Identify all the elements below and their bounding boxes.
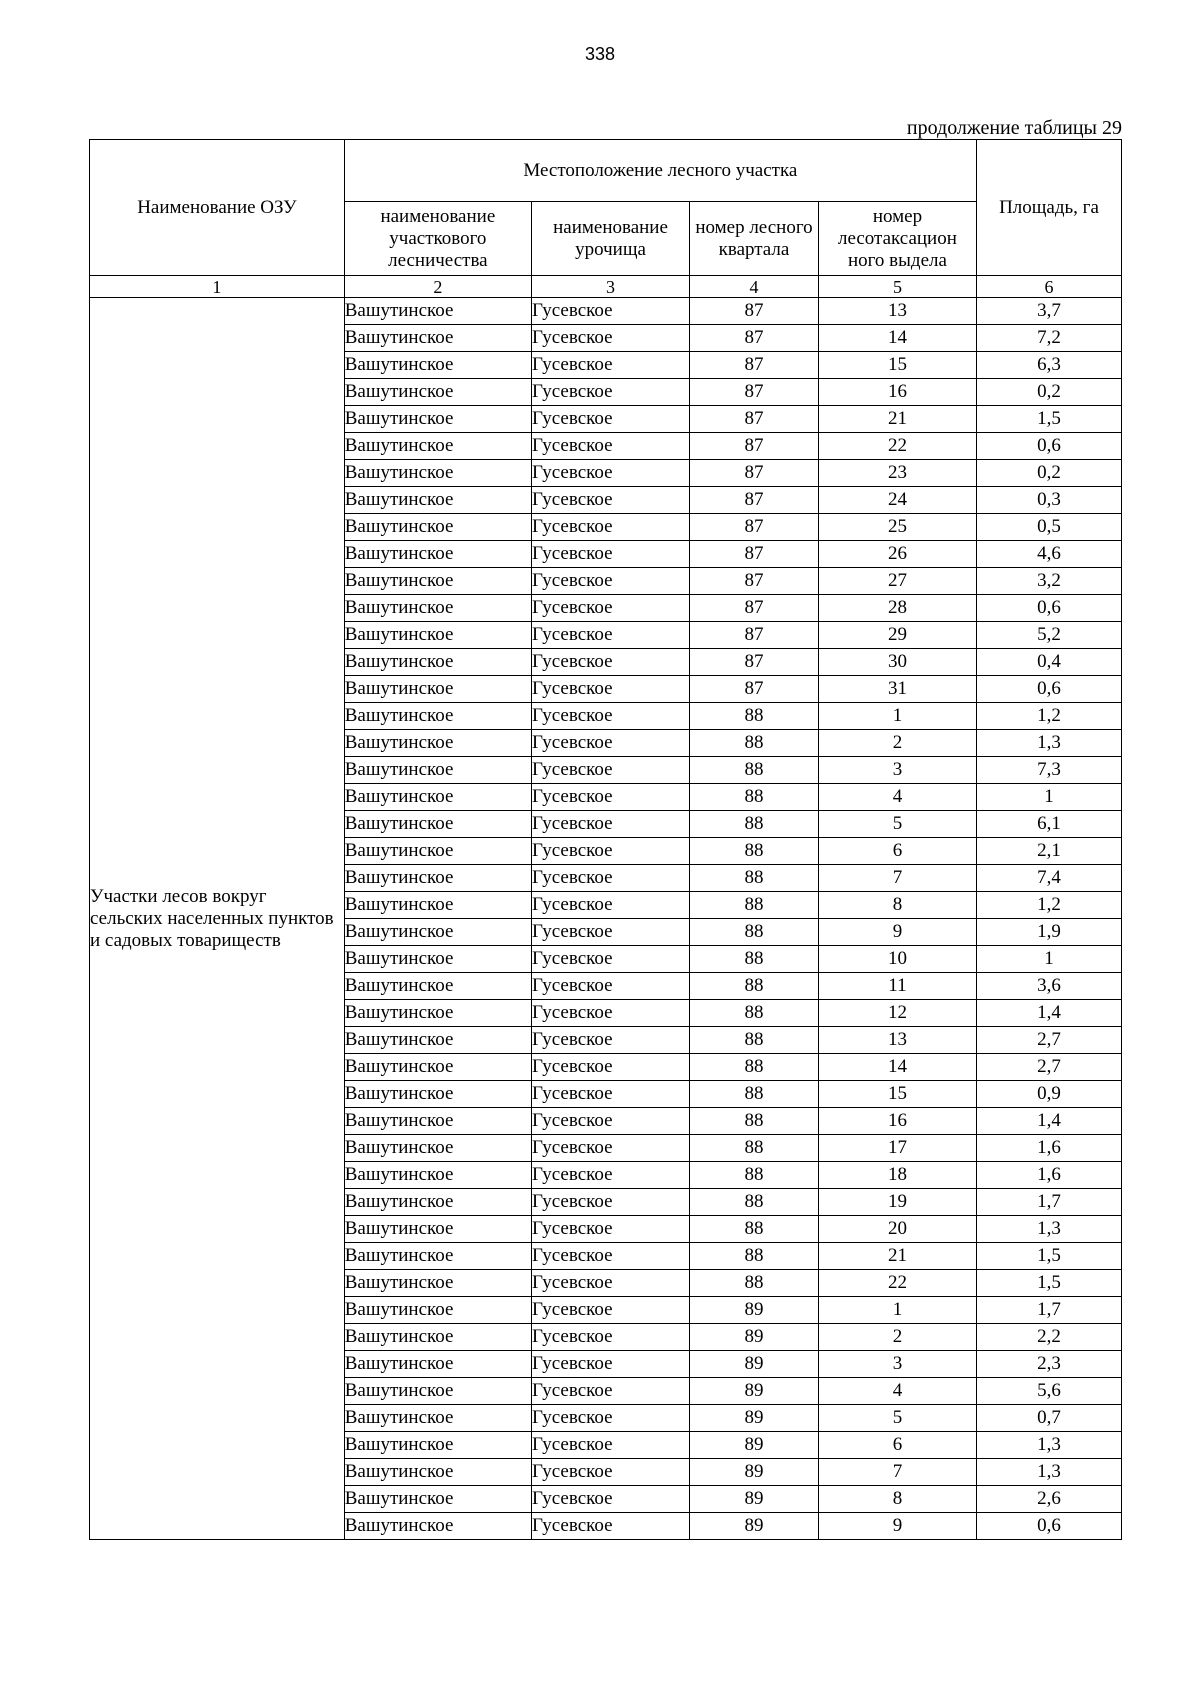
- district-forestry-cell: Вашутинское: [344, 460, 531, 487]
- district-forestry-cell: Вашутинское: [344, 946, 531, 973]
- tract-cell: Гусевское: [531, 1000, 689, 1027]
- district-forestry-cell: Вашутинское: [344, 676, 531, 703]
- tract-cell: Гусевское: [531, 1378, 689, 1405]
- quarter-cell: 87: [690, 595, 819, 622]
- quarter-cell: 89: [690, 1459, 819, 1486]
- allotment-cell: 3: [818, 1351, 976, 1378]
- header-quarter-number: номер лесного квартала: [690, 202, 819, 276]
- allotment-cell: 22: [818, 433, 976, 460]
- area-cell: 0,7: [976, 1405, 1121, 1432]
- district-forestry-cell: Вашутинское: [344, 1189, 531, 1216]
- allotment-cell: 22: [818, 1270, 976, 1297]
- tract-cell: Гусевское: [531, 325, 689, 352]
- tract-cell: Гусевское: [531, 676, 689, 703]
- district-forestry-cell: Вашутинское: [344, 568, 531, 595]
- quarter-cell: 88: [690, 1270, 819, 1297]
- tract-cell: Гусевское: [531, 1054, 689, 1081]
- district-forestry-cell: Вашутинское: [344, 298, 531, 325]
- district-forestry-cell: Вашутинское: [344, 865, 531, 892]
- tract-cell: Гусевское: [531, 973, 689, 1000]
- quarter-cell: 88: [690, 919, 819, 946]
- tract-cell: Гусевское: [531, 649, 689, 676]
- district-forestry-cell: Вашутинское: [344, 325, 531, 352]
- tract-cell: Гусевское: [531, 460, 689, 487]
- area-cell: 5,6: [976, 1378, 1121, 1405]
- page-number: 338: [584, 44, 616, 64]
- district-forestry-cell: Вашутинское: [344, 919, 531, 946]
- quarter-cell: 88: [690, 730, 819, 757]
- district-forestry-cell: Вашутинское: [344, 1054, 531, 1081]
- area-cell: 2,6: [976, 1486, 1121, 1513]
- district-forestry-cell: Вашутинское: [344, 730, 531, 757]
- quarter-cell: 88: [690, 1216, 819, 1243]
- allotment-cell: 18: [818, 1162, 976, 1189]
- allotment-cell: 17: [818, 1135, 976, 1162]
- district-forestry-cell: Вашутинское: [344, 487, 531, 514]
- quarter-cell: 88: [690, 1162, 819, 1189]
- forest-plots-table: [89, 139, 1122, 1540]
- allotment-cell: 6: [818, 1432, 976, 1459]
- area-cell: 1,3: [976, 1459, 1121, 1486]
- column-number: 5: [818, 276, 976, 298]
- quarter-cell: 89: [690, 1513, 819, 1540]
- tract-cell: Гусевское: [531, 352, 689, 379]
- area-cell: 1,5: [976, 1243, 1121, 1270]
- quarter-cell: 88: [690, 1081, 819, 1108]
- tract-cell: Гусевское: [531, 757, 689, 784]
- quarter-cell: 88: [690, 1135, 819, 1162]
- district-forestry-cell: Вашутинское: [344, 1270, 531, 1297]
- tract-cell: Гусевское: [531, 730, 689, 757]
- allotment-cell: 13: [818, 298, 976, 325]
- tract-cell: Гусевское: [531, 1027, 689, 1054]
- quarter-cell: 87: [690, 568, 819, 595]
- allotment-cell: 26: [818, 541, 976, 568]
- quarter-cell: 88: [690, 973, 819, 1000]
- quarter-cell: 88: [690, 1243, 819, 1270]
- column-number: 1: [90, 276, 345, 298]
- allotment-cell: 2: [818, 1324, 976, 1351]
- tract-cell: Гусевское: [531, 1297, 689, 1324]
- quarter-cell: 87: [690, 676, 819, 703]
- allotment-cell: 25: [818, 514, 976, 541]
- quarter-cell: 89: [690, 1432, 819, 1459]
- quarter-cell: 88: [690, 1000, 819, 1027]
- ozu-name-cell: [90, 298, 345, 1540]
- tract-cell: Гусевское: [531, 1216, 689, 1243]
- allotment-cell: 20: [818, 1216, 976, 1243]
- district-forestry-cell: Вашутинское: [344, 379, 531, 406]
- quarter-cell: 89: [690, 1405, 819, 1432]
- area-cell: 0,2: [976, 379, 1121, 406]
- area-cell: 0,4: [976, 649, 1121, 676]
- quarter-cell: 87: [690, 460, 819, 487]
- header-tract: наименование урочища: [531, 202, 689, 276]
- district-forestry-cell: Вашутинское: [344, 784, 531, 811]
- tract-cell: Гусевское: [531, 1324, 689, 1351]
- quarter-cell: 88: [690, 1027, 819, 1054]
- allotment-cell: 7: [818, 1459, 976, 1486]
- district-forestry-cell: Вашутинское: [344, 1405, 531, 1432]
- district-forestry-cell: Вашутинское: [344, 973, 531, 1000]
- area-cell: 7,3: [976, 757, 1121, 784]
- district-forestry-cell: Вашутинское: [344, 1486, 531, 1513]
- district-forestry-cell: Вашутинское: [344, 433, 531, 460]
- quarter-cell: 88: [690, 946, 819, 973]
- area-cell: 1,3: [976, 1432, 1121, 1459]
- header-allotment-number: номер лесотаксацион ного выдела: [818, 202, 976, 276]
- column-number: 4: [690, 276, 819, 298]
- allotment-cell: 6: [818, 838, 976, 865]
- district-forestry-cell: Вашутинское: [344, 1108, 531, 1135]
- allotment-cell: 5: [818, 811, 976, 838]
- area-cell: 0,2: [976, 460, 1121, 487]
- allotment-cell: 8: [818, 892, 976, 919]
- district-forestry-cell: Вашутинское: [344, 406, 531, 433]
- allotment-cell: 4: [818, 1378, 976, 1405]
- area-cell: 1,9: [976, 919, 1121, 946]
- tract-cell: Гусевское: [531, 811, 689, 838]
- table-header: [90, 140, 1122, 298]
- area-cell: 2,2: [976, 1324, 1121, 1351]
- area-cell: 0,5: [976, 514, 1121, 541]
- tract-cell: Гусевское: [531, 865, 689, 892]
- area-cell: 1,5: [976, 1270, 1121, 1297]
- allotment-cell: 7: [818, 865, 976, 892]
- allotment-cell: 27: [818, 568, 976, 595]
- area-cell: 0,6: [976, 433, 1121, 460]
- tract-cell: Гусевское: [531, 514, 689, 541]
- area-cell: 6,1: [976, 811, 1121, 838]
- area-cell: 4,6: [976, 541, 1121, 568]
- district-forestry-cell: Вашутинское: [344, 1297, 531, 1324]
- tract-cell: Гусевское: [531, 379, 689, 406]
- allotment-cell: 10: [818, 946, 976, 973]
- tract-cell: Гусевское: [531, 1081, 689, 1108]
- quarter-cell: 87: [690, 487, 819, 514]
- area-cell: 2,7: [976, 1027, 1121, 1054]
- area-cell: 1,2: [976, 703, 1121, 730]
- tract-cell: Гусевское: [531, 568, 689, 595]
- quarter-cell: 87: [690, 325, 819, 352]
- column-number: 2: [344, 276, 531, 298]
- table-row: [90, 298, 1122, 325]
- district-forestry-cell: Вашутинское: [344, 622, 531, 649]
- tract-cell: Гусевское: [531, 487, 689, 514]
- tract-cell: Гусевское: [531, 1108, 689, 1135]
- quarter-cell: 88: [690, 838, 819, 865]
- tract-cell: Гусевское: [531, 622, 689, 649]
- quarter-cell: 88: [690, 811, 819, 838]
- area-cell: 1,3: [976, 730, 1121, 757]
- tract-cell: Гусевское: [531, 1459, 689, 1486]
- quarter-cell: 89: [690, 1351, 819, 1378]
- quarter-cell: 89: [690, 1486, 819, 1513]
- quarter-cell: 88: [690, 865, 819, 892]
- tract-cell: Гусевское: [531, 595, 689, 622]
- area-cell: 1,3: [976, 1216, 1121, 1243]
- district-forestry-cell: Вашутинское: [344, 1513, 531, 1540]
- area-cell: 1,7: [976, 1297, 1121, 1324]
- area-cell: 2,7: [976, 1054, 1121, 1081]
- quarter-cell: 88: [690, 1108, 819, 1135]
- header-location: Местоположение лесного участка: [344, 140, 976, 202]
- allotment-cell: 30: [818, 649, 976, 676]
- quarter-cell: 88: [690, 784, 819, 811]
- tract-cell: Гусевское: [531, 298, 689, 325]
- ozu-name-text: Участки лесов вокруг сельских населенных пунктов и садовых товариществ: [90, 885, 334, 951]
- area-cell: 1: [976, 784, 1121, 811]
- area-cell: 1,4: [976, 1000, 1121, 1027]
- area-cell: 3,2: [976, 568, 1121, 595]
- quarter-cell: 87: [690, 379, 819, 406]
- area-cell: 0,6: [976, 676, 1121, 703]
- quarter-cell: 87: [690, 298, 819, 325]
- allotment-cell: 11: [818, 973, 976, 1000]
- allotment-cell: 13: [818, 1027, 976, 1054]
- table-continuation-label: продолжение таблицы 29: [906, 117, 1122, 139]
- tract-cell: Гусевское: [531, 892, 689, 919]
- area-cell: 1,6: [976, 1135, 1121, 1162]
- allotment-cell: 14: [818, 325, 976, 352]
- allotment-cell: 14: [818, 1054, 976, 1081]
- district-forestry-cell: Вашутинское: [344, 1216, 531, 1243]
- allotment-cell: 29: [818, 622, 976, 649]
- tract-cell: Гусевское: [531, 784, 689, 811]
- quarter-cell: 88: [690, 1189, 819, 1216]
- allotment-cell: 16: [818, 379, 976, 406]
- header-area: Площадь, га: [976, 140, 1121, 276]
- district-forestry-cell: Вашутинское: [344, 757, 531, 784]
- allotment-cell: 3: [818, 757, 976, 784]
- tract-cell: Гусевское: [531, 1432, 689, 1459]
- column-number: 6: [976, 276, 1121, 298]
- tract-cell: Гусевское: [531, 838, 689, 865]
- area-cell: 0,6: [976, 1513, 1121, 1540]
- area-cell: 0,6: [976, 595, 1121, 622]
- allotment-cell: 23: [818, 460, 976, 487]
- district-forestry-cell: Вашутинское: [344, 649, 531, 676]
- allotment-cell: 19: [818, 1189, 976, 1216]
- area-cell: 1,5: [976, 406, 1121, 433]
- allotment-cell: 9: [818, 919, 976, 946]
- quarter-cell: 87: [690, 622, 819, 649]
- district-forestry-cell: Вашутинское: [344, 352, 531, 379]
- area-cell: 1,4: [976, 1108, 1121, 1135]
- quarter-cell: 88: [690, 892, 819, 919]
- allotment-cell: 24: [818, 487, 976, 514]
- district-forestry-cell: Вашутинское: [344, 1459, 531, 1486]
- tract-cell: Гусевское: [531, 1162, 689, 1189]
- tract-cell: Гусевское: [531, 1189, 689, 1216]
- quarter-cell: 88: [690, 703, 819, 730]
- district-forestry-cell: Вашутинское: [344, 892, 531, 919]
- area-cell: 1,6: [976, 1162, 1121, 1189]
- district-forestry-cell: Вашутинское: [344, 811, 531, 838]
- allotment-cell: 8: [818, 1486, 976, 1513]
- area-cell: 2,3: [976, 1351, 1121, 1378]
- allotment-cell: 1: [818, 1297, 976, 1324]
- district-forestry-cell: Вашутинское: [344, 1243, 531, 1270]
- district-forestry-cell: Вашутинское: [344, 1378, 531, 1405]
- quarter-cell: 89: [690, 1297, 819, 1324]
- tract-cell: Гусевское: [531, 1351, 689, 1378]
- district-forestry-cell: Вашутинское: [344, 595, 531, 622]
- area-cell: 6,3: [976, 352, 1121, 379]
- allotment-cell: 31: [818, 676, 976, 703]
- allotment-cell: 16: [818, 1108, 976, 1135]
- quarter-cell: 87: [690, 433, 819, 460]
- allotment-cell: 2: [818, 730, 976, 757]
- district-forestry-cell: Вашутинское: [344, 1351, 531, 1378]
- area-cell: 5,2: [976, 622, 1121, 649]
- allotment-cell: 12: [818, 1000, 976, 1027]
- quarter-cell: 89: [690, 1324, 819, 1351]
- district-forestry-cell: Вашутинское: [344, 703, 531, 730]
- district-forestry-cell: Вашутинское: [344, 1027, 531, 1054]
- district-forestry-cell: Вашутинское: [344, 838, 531, 865]
- area-cell: 1,2: [976, 892, 1121, 919]
- area-cell: 7,4: [976, 865, 1121, 892]
- tract-cell: Гусевское: [531, 1135, 689, 1162]
- header-district-forestry: наименование участкового лесничества: [344, 202, 531, 276]
- area-cell: 2,1: [976, 838, 1121, 865]
- district-forestry-cell: Вашутинское: [344, 1000, 531, 1027]
- quarter-cell: 87: [690, 406, 819, 433]
- allotment-cell: 21: [818, 1243, 976, 1270]
- quarter-cell: 88: [690, 1054, 819, 1081]
- tract-cell: Гусевское: [531, 1486, 689, 1513]
- allotment-cell: 1: [818, 703, 976, 730]
- tract-cell: Гусевское: [531, 1513, 689, 1540]
- header-ozu-name: Наименование ОЗУ: [90, 140, 345, 276]
- tract-cell: Гусевское: [531, 703, 689, 730]
- tract-cell: Гусевское: [531, 919, 689, 946]
- tract-cell: Гусевское: [531, 1270, 689, 1297]
- allotment-cell: 4: [818, 784, 976, 811]
- allotment-cell: 5: [818, 1405, 976, 1432]
- area-cell: 1,7: [976, 1189, 1121, 1216]
- table-body: [90, 298, 1122, 1540]
- quarter-cell: 88: [690, 757, 819, 784]
- quarter-cell: 87: [690, 541, 819, 568]
- area-cell: 3,7: [976, 298, 1121, 325]
- district-forestry-cell: Вашутинское: [344, 1324, 531, 1351]
- area-cell: 0,3: [976, 487, 1121, 514]
- tract-cell: Гусевское: [531, 433, 689, 460]
- quarter-cell: 87: [690, 352, 819, 379]
- allotment-cell: 15: [818, 1081, 976, 1108]
- allotment-cell: 15: [818, 352, 976, 379]
- district-forestry-cell: Вашутинское: [344, 1081, 531, 1108]
- allotment-cell: 28: [818, 595, 976, 622]
- tract-cell: Гусевское: [531, 946, 689, 973]
- allotment-cell: 9: [818, 1513, 976, 1540]
- quarter-cell: 89: [690, 1378, 819, 1405]
- area-cell: 3,6: [976, 973, 1121, 1000]
- tract-cell: Гусевское: [531, 1243, 689, 1270]
- tract-cell: Гусевское: [531, 1405, 689, 1432]
- district-forestry-cell: Вашутинское: [344, 1432, 531, 1459]
- tract-cell: Гусевское: [531, 541, 689, 568]
- area-cell: 1: [976, 946, 1121, 973]
- district-forestry-cell: Вашутинское: [344, 1162, 531, 1189]
- district-forestry-cell: Вашутинское: [344, 541, 531, 568]
- quarter-cell: 87: [690, 649, 819, 676]
- column-number: 3: [531, 276, 689, 298]
- tract-cell: Гусевское: [531, 406, 689, 433]
- district-forestry-cell: Вашутинское: [344, 1135, 531, 1162]
- area-cell: 0,9: [976, 1081, 1121, 1108]
- quarter-cell: 87: [690, 514, 819, 541]
- district-forestry-cell: Вашутинское: [344, 514, 531, 541]
- area-cell: 7,2: [976, 325, 1121, 352]
- allotment-cell: 21: [818, 406, 976, 433]
